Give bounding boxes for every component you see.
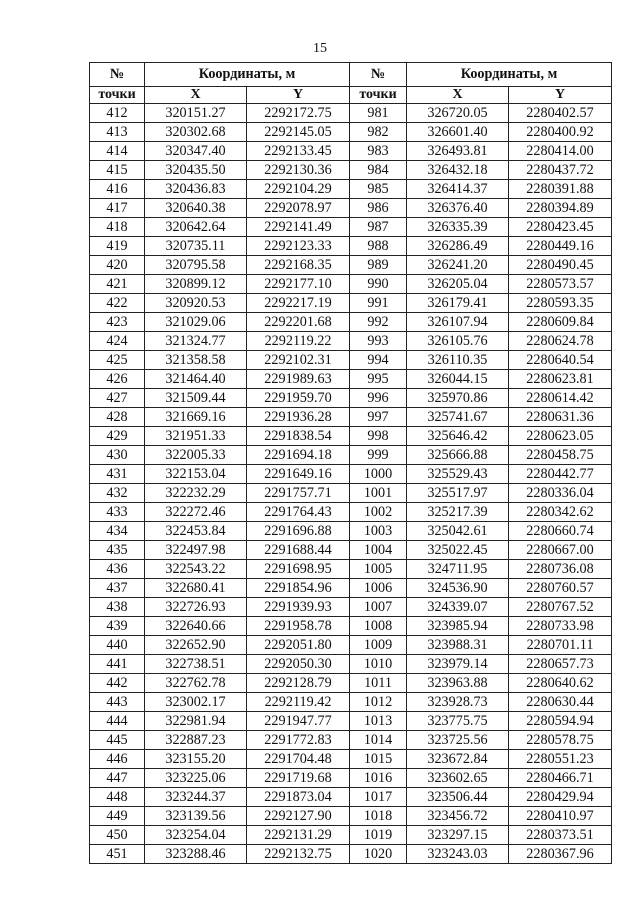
x-coordinate-left: 320920.53 bbox=[145, 294, 247, 313]
y-coordinate-left: 2291688.44 bbox=[247, 541, 350, 560]
y-coordinate-right: 2280573.57 bbox=[509, 275, 612, 294]
point-number-right: 999 bbox=[350, 446, 407, 465]
point-number-right: 1011 bbox=[350, 674, 407, 693]
y-coordinate-left: 2292217.19 bbox=[247, 294, 350, 313]
point-number-right: 1007 bbox=[350, 598, 407, 617]
table-row bbox=[90, 750, 612, 769]
x-coordinate-right: 325022.45 bbox=[407, 541, 509, 560]
x-coordinate-left: 321324.77 bbox=[145, 332, 247, 351]
x-coordinate-left: 323288.46 bbox=[145, 845, 247, 864]
y-coordinate-right: 2280367.96 bbox=[509, 845, 612, 864]
y-coordinate-right: 2280701.11 bbox=[509, 636, 612, 655]
y-coordinate-right: 2280614.42 bbox=[509, 389, 612, 408]
y-coordinate-left: 2291854.96 bbox=[247, 579, 350, 598]
table-row bbox=[90, 560, 612, 579]
x-coordinate-left: 321464.40 bbox=[145, 370, 247, 389]
y-coordinate-right: 2280736.08 bbox=[509, 560, 612, 579]
x-coordinate-right: 325529.43 bbox=[407, 465, 509, 484]
x-coordinate-right: 324339.07 bbox=[407, 598, 509, 617]
point-number-header-left: № bbox=[90, 63, 145, 87]
x-coordinate-left: 322981.94 bbox=[145, 712, 247, 731]
point-number-right: 983 bbox=[350, 142, 407, 161]
y-coordinate-left: 2291989.63 bbox=[247, 370, 350, 389]
table-row bbox=[90, 275, 612, 294]
x-coordinate-right: 326432.18 bbox=[407, 161, 509, 180]
point-label-left: точки bbox=[90, 87, 145, 104]
point-number-right: 1018 bbox=[350, 807, 407, 826]
y-coordinate-right: 2280593.35 bbox=[509, 294, 612, 313]
x-coordinate-right: 323672.84 bbox=[407, 750, 509, 769]
y-coordinate-right: 2280373.51 bbox=[509, 826, 612, 845]
point-number-right: 1003 bbox=[350, 522, 407, 541]
x-coordinate-left: 320899.12 bbox=[145, 275, 247, 294]
y-coordinate-right: 2280336.04 bbox=[509, 484, 612, 503]
y-coordinate-left: 2292102.31 bbox=[247, 351, 350, 370]
point-number-left: 415 bbox=[90, 161, 145, 180]
point-number-left: 441 bbox=[90, 655, 145, 674]
x-coordinate-left: 323254.04 bbox=[145, 826, 247, 845]
y-coordinate-right: 2280400.92 bbox=[509, 123, 612, 142]
point-number-left: 413 bbox=[90, 123, 145, 142]
x-coordinate-right: 323985.94 bbox=[407, 617, 509, 636]
x-coordinate-left: 320735.11 bbox=[145, 237, 247, 256]
y-coordinate-left: 2291958.78 bbox=[247, 617, 350, 636]
y-coordinate-left: 2292078.97 bbox=[247, 199, 350, 218]
y-coordinate-right: 2280630.44 bbox=[509, 693, 612, 712]
table-row bbox=[90, 484, 612, 503]
x-coordinate-right: 323963.88 bbox=[407, 674, 509, 693]
y-coordinate-right: 2280631.36 bbox=[509, 408, 612, 427]
x-header-right: X bbox=[407, 87, 509, 104]
x-coordinate-right: 326376.40 bbox=[407, 199, 509, 218]
x-header-left: X bbox=[145, 87, 247, 104]
y-coordinate-left: 2291719.68 bbox=[247, 769, 350, 788]
point-number-right: 987 bbox=[350, 218, 407, 237]
y-coordinate-left: 2292201.68 bbox=[247, 313, 350, 332]
point-number-right: 988 bbox=[350, 237, 407, 256]
x-coordinate-left: 320347.40 bbox=[145, 142, 247, 161]
point-number-right: 1004 bbox=[350, 541, 407, 560]
point-number-left: 425 bbox=[90, 351, 145, 370]
point-number-right: 1009 bbox=[350, 636, 407, 655]
x-coordinate-left: 322887.23 bbox=[145, 731, 247, 750]
x-coordinate-right: 326720.05 bbox=[407, 104, 509, 123]
point-number-left: 435 bbox=[90, 541, 145, 560]
x-coordinate-right: 323506.44 bbox=[407, 788, 509, 807]
table-row bbox=[90, 427, 612, 446]
y-coordinate-left: 2291939.93 bbox=[247, 598, 350, 617]
y-coordinate-right: 2280402.57 bbox=[509, 104, 612, 123]
point-number-right: 997 bbox=[350, 408, 407, 427]
y-coordinate-right: 2280640.62 bbox=[509, 674, 612, 693]
point-number-right: 984 bbox=[350, 161, 407, 180]
x-coordinate-left: 322005.33 bbox=[145, 446, 247, 465]
y-coordinate-left: 2291873.04 bbox=[247, 788, 350, 807]
coordinates-header-right: Координаты, м bbox=[407, 63, 612, 87]
x-coordinate-left: 323139.56 bbox=[145, 807, 247, 826]
table-row bbox=[90, 446, 612, 465]
point-number-header-right: № bbox=[350, 63, 407, 87]
x-coordinate-right: 326105.76 bbox=[407, 332, 509, 351]
x-coordinate-left: 323225.06 bbox=[145, 769, 247, 788]
y-coordinate-left: 2292050.30 bbox=[247, 655, 350, 674]
point-number-left: 420 bbox=[90, 256, 145, 275]
point-number-left: 419 bbox=[90, 237, 145, 256]
table-row bbox=[90, 351, 612, 370]
y-coordinate-left: 2291772.83 bbox=[247, 731, 350, 750]
x-coordinate-right: 326414.37 bbox=[407, 180, 509, 199]
point-number-left: 429 bbox=[90, 427, 145, 446]
x-coordinate-left: 321029.06 bbox=[145, 313, 247, 332]
point-number-right: 1002 bbox=[350, 503, 407, 522]
y-coordinate-right: 2280660.74 bbox=[509, 522, 612, 541]
x-coordinate-right: 325042.61 bbox=[407, 522, 509, 541]
point-number-left: 448 bbox=[90, 788, 145, 807]
table-row bbox=[90, 769, 612, 788]
point-number-left: 418 bbox=[90, 218, 145, 237]
y-coordinate-right: 2280623.81 bbox=[509, 370, 612, 389]
point-number-left: 446 bbox=[90, 750, 145, 769]
x-coordinate-left: 322762.78 bbox=[145, 674, 247, 693]
point-number-right: 1013 bbox=[350, 712, 407, 731]
table-row bbox=[90, 636, 612, 655]
x-coordinate-right: 325217.39 bbox=[407, 503, 509, 522]
y-coordinate-right: 2280640.54 bbox=[509, 351, 612, 370]
y-coordinate-right: 2280449.16 bbox=[509, 237, 612, 256]
y-coordinate-left: 2292168.35 bbox=[247, 256, 350, 275]
y-coordinate-right: 2280578.75 bbox=[509, 731, 612, 750]
point-number-right: 1015 bbox=[350, 750, 407, 769]
table-row bbox=[90, 788, 612, 807]
x-coordinate-left: 322272.46 bbox=[145, 503, 247, 522]
table-row bbox=[90, 256, 612, 275]
table-row bbox=[90, 294, 612, 313]
table-row bbox=[90, 617, 612, 636]
point-number-right: 1020 bbox=[350, 845, 407, 864]
x-coordinate-left: 320436.83 bbox=[145, 180, 247, 199]
coordinates-header-left: Координаты, м bbox=[145, 63, 350, 87]
x-coordinate-right: 323775.75 bbox=[407, 712, 509, 731]
table-row bbox=[90, 180, 612, 199]
table-row bbox=[90, 104, 612, 123]
y-coordinate-right: 2280760.57 bbox=[509, 579, 612, 598]
y-coordinate-right: 2280609.84 bbox=[509, 313, 612, 332]
y-coordinate-left: 2291757.71 bbox=[247, 484, 350, 503]
x-coordinate-left: 320795.58 bbox=[145, 256, 247, 275]
y-coordinate-left: 2291649.16 bbox=[247, 465, 350, 484]
y-coordinate-right: 2280437.72 bbox=[509, 161, 612, 180]
point-number-left: 437 bbox=[90, 579, 145, 598]
point-number-left: 445 bbox=[90, 731, 145, 750]
point-number-left: 422 bbox=[90, 294, 145, 313]
point-number-left: 450 bbox=[90, 826, 145, 845]
y-coordinate-right: 2280414.00 bbox=[509, 142, 612, 161]
y-coordinate-right: 2280594.94 bbox=[509, 712, 612, 731]
point-number-left: 428 bbox=[90, 408, 145, 427]
table-row bbox=[90, 408, 612, 427]
x-coordinate-right: 325517.97 bbox=[407, 484, 509, 503]
point-number-left: 449 bbox=[90, 807, 145, 826]
point-number-right: 1019 bbox=[350, 826, 407, 845]
y-coordinate-left: 2291947.77 bbox=[247, 712, 350, 731]
x-coordinate-left: 322726.93 bbox=[145, 598, 247, 617]
point-number-left: 434 bbox=[90, 522, 145, 541]
table-body bbox=[90, 104, 612, 864]
table-row bbox=[90, 655, 612, 674]
y-coordinate-right: 2280733.98 bbox=[509, 617, 612, 636]
point-number-left: 440 bbox=[90, 636, 145, 655]
y-coordinate-right: 2280624.78 bbox=[509, 332, 612, 351]
x-coordinate-right: 323725.56 bbox=[407, 731, 509, 750]
y-coordinate-left: 2292172.75 bbox=[247, 104, 350, 123]
y-coordinate-left: 2292141.49 bbox=[247, 218, 350, 237]
x-coordinate-right: 326179.41 bbox=[407, 294, 509, 313]
table-row bbox=[90, 712, 612, 731]
y-coordinate-left: 2291936.28 bbox=[247, 408, 350, 427]
x-coordinate-right: 324536.90 bbox=[407, 579, 509, 598]
y-coordinate-right: 2280551.23 bbox=[509, 750, 612, 769]
y-coordinate-right: 2280342.62 bbox=[509, 503, 612, 522]
point-number-left: 414 bbox=[90, 142, 145, 161]
x-coordinate-right: 325646.42 bbox=[407, 427, 509, 446]
point-number-right: 1008 bbox=[350, 617, 407, 636]
table-row bbox=[90, 674, 612, 693]
x-coordinate-left: 321669.16 bbox=[145, 408, 247, 427]
y-coordinate-right: 2280667.00 bbox=[509, 541, 612, 560]
point-number-left: 412 bbox=[90, 104, 145, 123]
point-number-left: 432 bbox=[90, 484, 145, 503]
x-coordinate-left: 320302.68 bbox=[145, 123, 247, 142]
table-row bbox=[90, 807, 612, 826]
table-row bbox=[90, 579, 612, 598]
y-coordinate-left: 2291698.95 bbox=[247, 560, 350, 579]
point-number-right: 981 bbox=[350, 104, 407, 123]
x-coordinate-right: 323928.73 bbox=[407, 693, 509, 712]
y-coordinate-left: 2292131.29 bbox=[247, 826, 350, 845]
x-coordinate-left: 320642.64 bbox=[145, 218, 247, 237]
x-coordinate-left: 322153.04 bbox=[145, 465, 247, 484]
table-row bbox=[90, 465, 612, 484]
y-coordinate-right: 2280391.88 bbox=[509, 180, 612, 199]
point-number-right: 995 bbox=[350, 370, 407, 389]
table-row bbox=[90, 522, 612, 541]
x-coordinate-left: 322453.84 bbox=[145, 522, 247, 541]
point-number-right: 992 bbox=[350, 313, 407, 332]
table-row bbox=[90, 370, 612, 389]
x-coordinate-right: 324711.95 bbox=[407, 560, 509, 579]
x-coordinate-left: 320435.50 bbox=[145, 161, 247, 180]
point-number-left: 451 bbox=[90, 845, 145, 864]
point-number-left: 426 bbox=[90, 370, 145, 389]
point-number-right: 1012 bbox=[350, 693, 407, 712]
x-coordinate-right: 326493.81 bbox=[407, 142, 509, 161]
table-row bbox=[90, 693, 612, 712]
y-coordinate-left: 2292051.80 bbox=[247, 636, 350, 655]
point-number-right: 991 bbox=[350, 294, 407, 313]
y-coordinate-right: 2280623.05 bbox=[509, 427, 612, 446]
y-header-left: Y bbox=[247, 87, 350, 104]
y-coordinate-left: 2292123.33 bbox=[247, 237, 350, 256]
point-number-right: 986 bbox=[350, 199, 407, 218]
x-coordinate-right: 326107.94 bbox=[407, 313, 509, 332]
y-coordinate-left: 2291959.70 bbox=[247, 389, 350, 408]
y-coordinate-right: 2280657.73 bbox=[509, 655, 612, 674]
y-coordinate-right: 2280394.89 bbox=[509, 199, 612, 218]
point-number-right: 990 bbox=[350, 275, 407, 294]
point-number-left: 436 bbox=[90, 560, 145, 579]
y-coordinate-left: 2292177.10 bbox=[247, 275, 350, 294]
point-number-left: 417 bbox=[90, 199, 145, 218]
x-coordinate-left: 321358.58 bbox=[145, 351, 247, 370]
x-coordinate-right: 326286.49 bbox=[407, 237, 509, 256]
y-coordinate-left: 2291704.48 bbox=[247, 750, 350, 769]
x-coordinate-left: 321951.33 bbox=[145, 427, 247, 446]
table-row bbox=[90, 845, 612, 864]
point-number-left: 433 bbox=[90, 503, 145, 522]
point-number-left: 430 bbox=[90, 446, 145, 465]
x-coordinate-right: 326205.04 bbox=[407, 275, 509, 294]
point-number-left: 438 bbox=[90, 598, 145, 617]
x-coordinate-right: 326335.39 bbox=[407, 218, 509, 237]
x-coordinate-left: 323002.17 bbox=[145, 693, 247, 712]
x-coordinate-left: 322497.98 bbox=[145, 541, 247, 560]
x-coordinate-right: 323243.03 bbox=[407, 845, 509, 864]
y-coordinate-right: 2280466.71 bbox=[509, 769, 612, 788]
y-coordinate-right: 2280490.45 bbox=[509, 256, 612, 275]
table-row bbox=[90, 313, 612, 332]
x-coordinate-left: 322232.29 bbox=[145, 484, 247, 503]
x-coordinate-left: 323244.37 bbox=[145, 788, 247, 807]
point-number-left: 424 bbox=[90, 332, 145, 351]
y-coordinate-right: 2280423.45 bbox=[509, 218, 612, 237]
y-coordinate-left: 2292104.29 bbox=[247, 180, 350, 199]
point-number-right: 982 bbox=[350, 123, 407, 142]
point-number-left: 439 bbox=[90, 617, 145, 636]
x-coordinate-right: 325666.88 bbox=[407, 446, 509, 465]
y-header-right: Y bbox=[509, 87, 612, 104]
table-row bbox=[90, 142, 612, 161]
point-number-left: 443 bbox=[90, 693, 145, 712]
y-coordinate-left: 2292128.79 bbox=[247, 674, 350, 693]
y-coordinate-left: 2291764.43 bbox=[247, 503, 350, 522]
point-number-right: 1016 bbox=[350, 769, 407, 788]
x-coordinate-left: 322680.41 bbox=[145, 579, 247, 598]
point-number-left: 447 bbox=[90, 769, 145, 788]
y-coordinate-left: 2291694.18 bbox=[247, 446, 350, 465]
point-number-left: 431 bbox=[90, 465, 145, 484]
table-row bbox=[90, 503, 612, 522]
table-row bbox=[90, 161, 612, 180]
x-coordinate-left: 321509.44 bbox=[145, 389, 247, 408]
y-coordinate-left: 2292133.45 bbox=[247, 142, 350, 161]
y-coordinate-right: 2280767.52 bbox=[509, 598, 612, 617]
point-number-left: 427 bbox=[90, 389, 145, 408]
x-coordinate-left: 322640.66 bbox=[145, 617, 247, 636]
point-number-right: 1001 bbox=[350, 484, 407, 503]
coordinates-table bbox=[89, 62, 612, 864]
x-coordinate-right: 323988.31 bbox=[407, 636, 509, 655]
x-coordinate-left: 320151.27 bbox=[145, 104, 247, 123]
point-number-left: 423 bbox=[90, 313, 145, 332]
point-number-right: 1010 bbox=[350, 655, 407, 674]
x-coordinate-left: 322652.90 bbox=[145, 636, 247, 655]
y-coordinate-left: 2292132.75 bbox=[247, 845, 350, 864]
x-coordinate-right: 325741.67 bbox=[407, 408, 509, 427]
point-number-left: 444 bbox=[90, 712, 145, 731]
y-coordinate-left: 2291696.88 bbox=[247, 522, 350, 541]
point-number-right: 994 bbox=[350, 351, 407, 370]
y-coordinate-right: 2280410.97 bbox=[509, 807, 612, 826]
x-coordinate-right: 323456.72 bbox=[407, 807, 509, 826]
y-coordinate-right: 2280458.75 bbox=[509, 446, 612, 465]
point-number-right: 1005 bbox=[350, 560, 407, 579]
x-coordinate-right: 326110.35 bbox=[407, 351, 509, 370]
table-row bbox=[90, 218, 612, 237]
point-number-right: 998 bbox=[350, 427, 407, 446]
x-coordinate-left: 320640.38 bbox=[145, 199, 247, 218]
point-number-right: 1014 bbox=[350, 731, 407, 750]
point-number-right: 996 bbox=[350, 389, 407, 408]
page-number: 15 bbox=[313, 41, 327, 56]
x-coordinate-right: 323979.14 bbox=[407, 655, 509, 674]
y-coordinate-left: 2292119.42 bbox=[247, 693, 350, 712]
point-number-left: 442 bbox=[90, 674, 145, 693]
y-coordinate-left: 2291838.54 bbox=[247, 427, 350, 446]
table-row bbox=[90, 237, 612, 256]
y-coordinate-right: 2280442.77 bbox=[509, 465, 612, 484]
y-coordinate-left: 2292127.90 bbox=[247, 807, 350, 826]
table-row bbox=[90, 731, 612, 750]
x-coordinate-left: 322738.51 bbox=[145, 655, 247, 674]
y-coordinate-left: 2292119.22 bbox=[247, 332, 350, 351]
table-row bbox=[90, 826, 612, 845]
x-coordinate-right: 326601.40 bbox=[407, 123, 509, 142]
y-coordinate-left: 2292130.36 bbox=[247, 161, 350, 180]
x-coordinate-right: 326044.15 bbox=[407, 370, 509, 389]
table-row bbox=[90, 598, 612, 617]
point-number-right: 985 bbox=[350, 180, 407, 199]
table-row bbox=[90, 389, 612, 408]
point-number-right: 1006 bbox=[350, 579, 407, 598]
table-row bbox=[90, 199, 612, 218]
x-coordinate-right: 325970.86 bbox=[407, 389, 509, 408]
point-number-left: 416 bbox=[90, 180, 145, 199]
x-coordinate-right: 326241.20 bbox=[407, 256, 509, 275]
point-number-right: 989 bbox=[350, 256, 407, 275]
point-number-right: 1017 bbox=[350, 788, 407, 807]
point-number-right: 1000 bbox=[350, 465, 407, 484]
x-coordinate-right: 323297.15 bbox=[407, 826, 509, 845]
y-coordinate-right: 2280429.94 bbox=[509, 788, 612, 807]
x-coordinate-left: 322543.22 bbox=[145, 560, 247, 579]
x-coordinate-left: 323155.20 bbox=[145, 750, 247, 769]
point-number-right: 993 bbox=[350, 332, 407, 351]
x-coordinate-right: 323602.65 bbox=[407, 769, 509, 788]
point-label-right: точки bbox=[350, 87, 407, 104]
table-row bbox=[90, 332, 612, 351]
y-coordinate-left: 2292145.05 bbox=[247, 123, 350, 142]
table-row bbox=[90, 541, 612, 560]
point-number-left: 421 bbox=[90, 275, 145, 294]
table-row bbox=[90, 123, 612, 142]
